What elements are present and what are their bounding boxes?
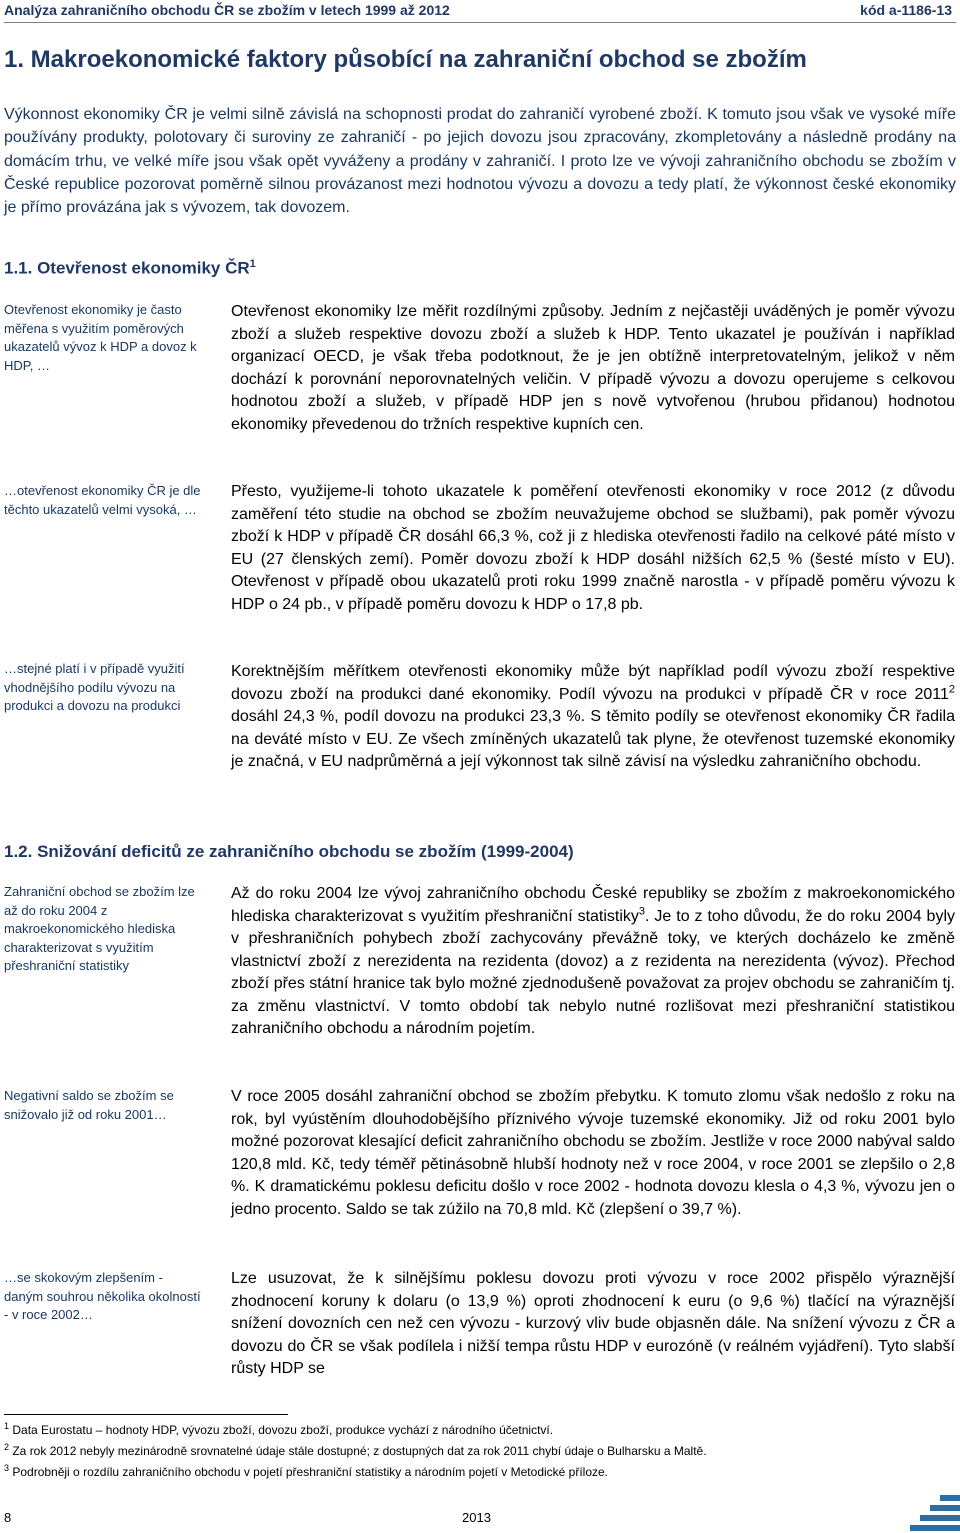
- s2-paragraph-2: V roce 2005 dosáhl zahraniční obchod se zbožím přebytku. K tomuto zlomu však nedošlo z roku na rok, byl vyústěním dlouhodobějšího příznivého vývoje tuzemské ekonomiky. Již od roku 2001 bylo možné pozorovat klesající deficit zahraničního obchodu se zbožím. Jestliže v roce 2000 nabýval saldo 120,8 mld. Kč, tedy téměř pětinásobně hlubší hodnoty než v roce 2004, v roce 2001 se zlepšilo o 2,8 %. K dramatickému poklesu deficitu došlo v roce 2002 - hodnota dovozu klesla o 4,3 %, vývozu jen o jedno procento. Saldo se tak zúžilo na 70,8 mld. Kč (zlepšení o 39,7 %).: [231, 1088, 955, 1218]
- side-note-2: …otevřenost ekonomiky ČR je dle těchto ukazatelů velmi vysoká, …: [4, 483, 201, 517]
- side-note-5: Negativní saldo se zbožím se snižovalo již od roku 2001…: [4, 1088, 174, 1122]
- czso-logo-icon: [910, 1493, 960, 1533]
- section-1-1-title: 1.1. Otevřenost ekonomiky ČR: [4, 258, 250, 278]
- footnote-2-number: 2: [4, 1442, 10, 1452]
- section-1-1-heading: [4, 258, 256, 279]
- footnote-1: [4, 1423, 553, 1437]
- footnote-divider: [4, 1414, 288, 1415]
- footnote-1-number: 1: [4, 1421, 10, 1431]
- footnote-2-text: Za rok 2012 nebyly mezinárodně srovnatelné údaje stále dostupné; z dostupných dat za rok 2011 chybí údaje o Bulharsku a Maltě.: [9, 1444, 707, 1458]
- header-divider: [4, 22, 956, 23]
- section-1-2-heading: 1.2. Snižování deficitů ze zahraničního obchodu se zbožím (1999-2004): [4, 842, 574, 861]
- footnote-ref-3[interactable]: 3: [638, 905, 646, 918]
- s2-paragraph-1: [231, 883, 955, 1041]
- chapter-heading: 1. Makroekonomické faktory působící na zahraniční obchod se zbožím: [4, 46, 807, 73]
- s1-paragraph-3: [231, 661, 955, 774]
- page-number: 8: [4, 1510, 12, 1525]
- intro-paragraph: Výkonnost ekonomiky ČR je velmi silně závislá na schopnosti prodat do zahraničí vyrobené zboží. K tomuto jsou však ve vysoké míře používány produkty, polotovary či suroviny ze zahraničí - po jejich dovozu jsou zpracovány, zkompletovány a následně prodány na domácím trhu, ve velké míře jsou však opět vyváženy a prodány v zahraničí. I proto lze ve vývoji zahraničního obchodu se zbožím v České republice pozorovat poměrně silnou provázanost mezi hodnotou vývozu a dovozu a tedy platí, že výkonnost české ekonomiky je přímo provázána jak s vývozem, tak dovozem.: [4, 106, 956, 217]
- footnote-3-text: Podrobněji o rozdílu zahraničního obchodu v pojetí přeshraniční statistiky a národním pojetí v Metodické příloze.: [9, 1465, 609, 1479]
- footnote-ref-2[interactable]: 2: [948, 683, 955, 696]
- side-note-4: Zahraniční obchod se zbožím lze až do roku 2004 z makroekonomického hlediska charakterizovat s využitím přeshraniční statistiky: [4, 884, 195, 973]
- s1-p3-text-b: dosáhl 24,3 %, podíl dovozu na produkci 23,3 %. S těmito podíly se otevřenost ekonomiky ČR řadila na deváté místo v EU. Ze všech zmíněných ukazatelů tak plyne, že otevřenost tuzemské ekonomiky je značná, v EU nadprůměrná a její výkonnost tak silně závisí na výsledku zahraničního obchodu.: [231, 708, 955, 770]
- s2-paragraph-3: Lze usuzovat, že k silnějšímu poklesu dovozu proti vývozu v roce 2002 přispělo výraznější zhodnocení koruny k dolaru (o 13,9 %) oproti zhodnocení k euru (o 9,6 %) tlačící na výraznější snížení dovozních cen než cen vývozu - kurzový vliv bude objasněn dále. Na snížení vývozu z ČR a dovozu do ČR se však podílela i nižší tempa růstu HDP v eurozóně (v reálném vyjádření). Tyto slabší růsty HDP se: [231, 1270, 955, 1377]
- footnote-ref-1[interactable]: 1: [249, 258, 256, 270]
- page-year: 2013: [462, 1510, 491, 1525]
- s1-p3-text-a: Korektnějším měřítkem otevřenosti ekonomiky může být například podíl vývozu zboží respektive dovozu zboží na produkci dané ekonomiky. Podíl vývozu na produkci v případě ČR v roce 2011: [231, 663, 955, 703]
- document-title: Analýza zahraničního obchodu ČR se zbožím v letech 1999 až 2012: [4, 2, 450, 18]
- side-note-1: Otevřenost ekonomiky je často měřena s využitím poměrových ukazatelů vývoz k HDP a dovoz k HDP, …: [4, 302, 197, 373]
- s2-p1-text-b: . Je to z toho důvodu, že do roku 2004 byly v přeshraničních pohybech zboží zachycovány převážně toky, ve kterých docházelo ke změně vlastnictví zboží z nerezidenta na rezidenta (dovoz) a z rezidenta na nerezidenta (vývoz). Přechod zboží přes státní hranice tak bylo možné zjednodušeně považovat za projev obchodu se zahraničím tj. za změnu vlastnictví. V tomto období tak nebylo nutné rozlišovat mezi přeshraniční statistikou zahraničního obchodu a národním pojetím.: [231, 907, 955, 1037]
- footnote-3-number: 3: [4, 1463, 10, 1473]
- side-note-6: …se skokovým zlepšením - daným souhrou několika okolností - v roce 2002…: [4, 1270, 201, 1322]
- footnote-1-text: Data Eurostatu – hodnoty HDP, vývozu zboží, dovozu zboží, produkce vychází z národního účetnictví.: [9, 1423, 554, 1437]
- s1-paragraph-1: Otevřenost ekonomiky lze měřit rozdílnými způsoby. Jedním z nejčastěji uváděných je poměr vývozu zboží a služeb respektive dovozu zboží a služeb k HDP. Tento ukazatel je používán i například organizací OECD, je však třeba podotknout, že je jen obtížně interpretovatelným, jelikož v něm dochází k porovnání neporovnatelných veličin. V případě vývozu a dovozu operujeme s celkovou hodnotou zboží a služeb, v případě HDP jen s nově vytvořenou (hrubou přidanou) hodnotou ekonomiky převedenou do tržních respektive kupních cen.: [231, 303, 955, 433]
- document-code: kód a-1186-13: [860, 2, 952, 18]
- s1-paragraph-2: Přesto, využijeme-li tohoto ukazatele k poměření otevřenosti ekonomiky v roce 2012 (z důvodu zaměření této studie na obchod se zbožím neuvažujeme obchod se službami), pak poměr vývozu zboží k HDP v případě ČR dosáhl 66,3 %, což ji z hlediska otevřenosti řadilo na celkové páté místo v EU (27 členských zemí). Poměr dovozu zboží k HDP dosáhl nižších 62,5 % (šesté místo v EU). Otevřenost v případě obou ukazatelů proti roku 1999 značně narostla - v případě poměru vývozu k HDP o 24 pb., v případě poměru dovozu k HDP o 17,8 pb.: [231, 483, 955, 613]
- footnote-2: [4, 1444, 707, 1458]
- side-note-3: …stejné platí i v případě využití vhodnějšího podílu vývozu na produkci a dovozu na produkci: [4, 661, 185, 713]
- s2-p1-text-a: Až do roku 2004 lze vývoj zahraničního obchodu České republiky se zbožím z makroekonomického hlediska charakterizovat s využitím přeshraniční statistiky: [231, 885, 955, 925]
- footnote-3: [4, 1465, 608, 1479]
